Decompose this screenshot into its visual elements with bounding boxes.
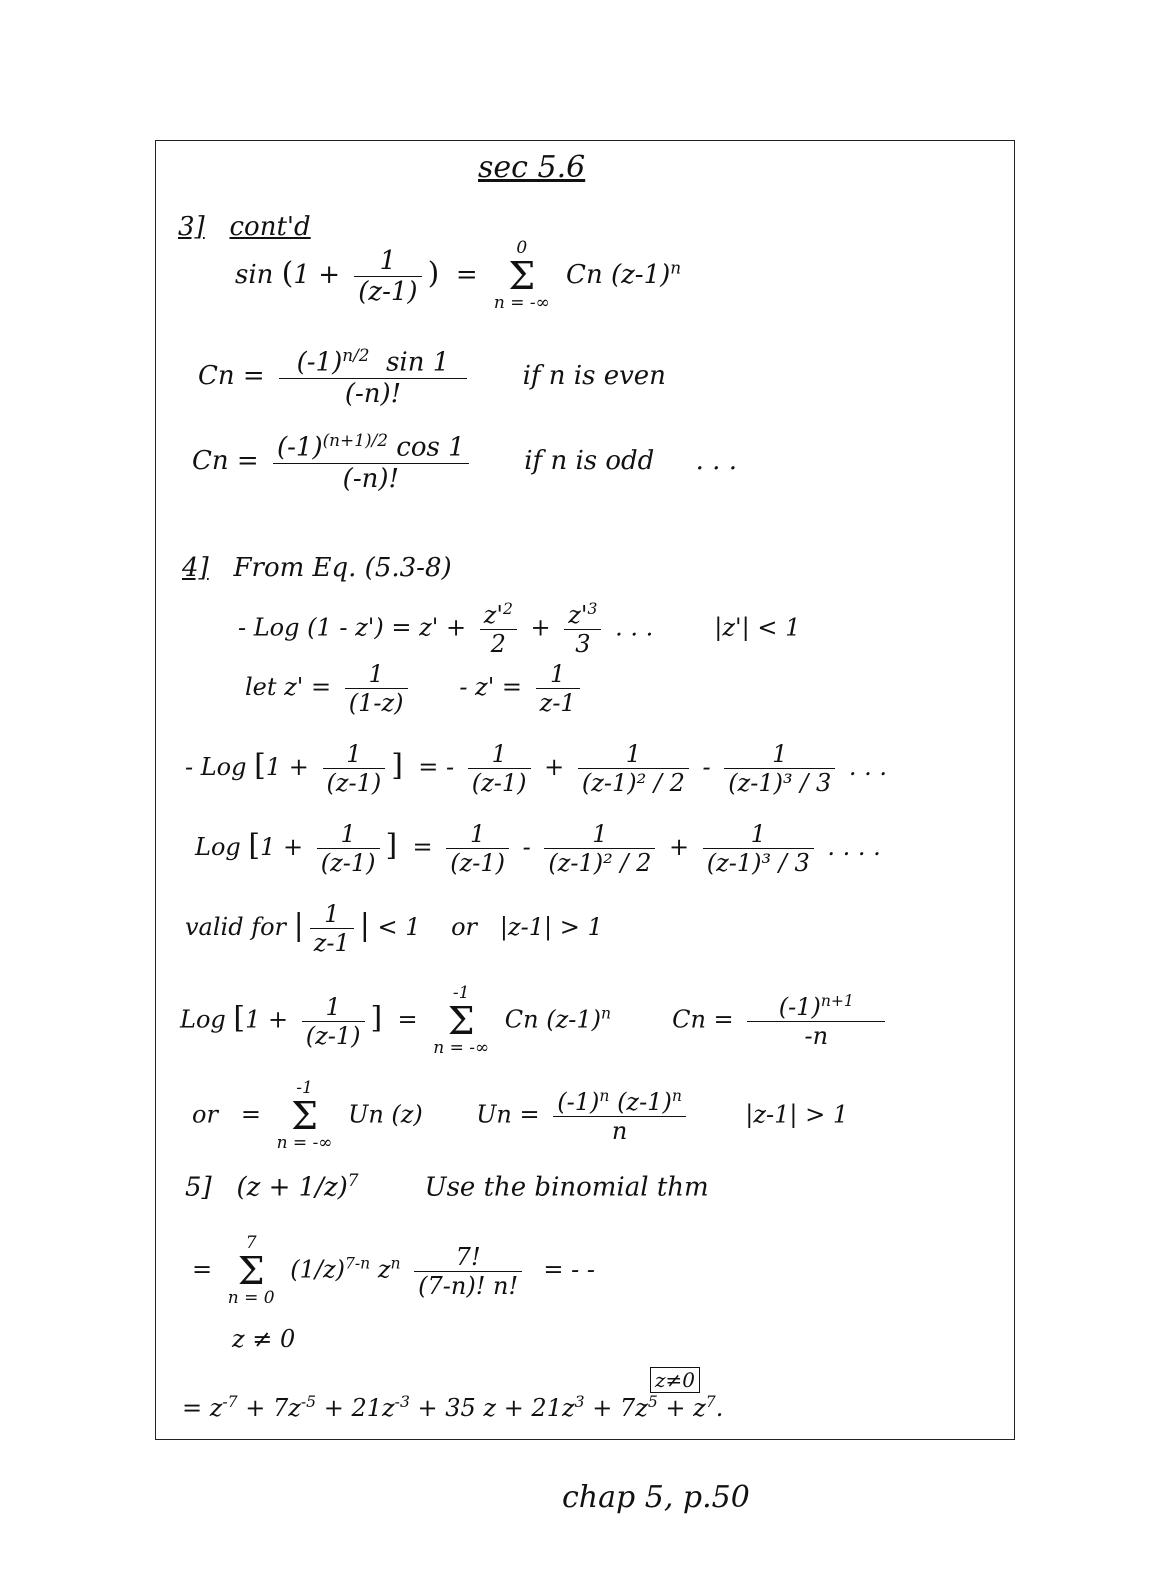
condition-even: if n is even	[522, 360, 666, 391]
condition-z-nonzero: z ≠ 0	[232, 1325, 296, 1353]
fraction: $\frac{1}{(z-1)}$	[302, 993, 365, 1050]
fraction: $\frac{1}{(1-z)}$	[345, 660, 408, 717]
fraction: $\frac{1}{(z-1)}$	[468, 740, 531, 797]
fraction: $\frac{1}{\text{(z-1)³ / 3}}$	[703, 820, 814, 877]
fraction: $\frac{7!}{(7-n)! n!}$	[414, 1243, 522, 1300]
summation: -1 Σ n = -∞	[433, 983, 490, 1058]
problem-number: 5]	[185, 1172, 212, 1203]
fraction: $\frac{(-1)^{(n+1)/2} \cos 1}{(-n)!}$	[273, 430, 469, 494]
fraction: $\frac{1}{(z-1)}$	[446, 820, 509, 877]
equation-log-sum: Log [1 + $\frac{1}{(z-1)}$ ] = -1 Σ n = -∞ Cn $(z-1)^n$ Cn = $\frac{(-1)^{n+1}}{-n}$	[180, 985, 891, 1057]
equation-neg-log: - Log [1 + $\frac{1}{(z-1)}$ ] = - $\frac{1}{(z-1)}$ + $\frac{1}{\text{(z-1)² / 2}}$ - $\frac{1}{\text{(z-1)³ / 3}}$ . . .	[185, 740, 888, 797]
equation-un-sum: or = -1 Σ n = -∞ Un (z) Un = $\frac{(-1)^n (z-1)^n}{n}$ |z-1| > 1	[192, 1078, 849, 1153]
equation-log-series: - Log (1 - z') = z' + $\frac{z'^2}{2}$ + $\frac{z'^3}{3}$ . . . |z'| < 1	[238, 600, 801, 658]
fraction: $\frac{1}{z-1}$	[536, 660, 580, 717]
equation-cn-odd: Cn = $\frac{(-1)^{(n+1)/2} \cos 1}{(-n)!}$ if n is odd . . .	[192, 430, 737, 494]
fraction: $\frac{(-1)^n (z-1)^n}{n}$	[553, 1087, 686, 1145]
equation-let: let z' = $\frac{1}{(1-z)}$ - z' = $\frac{1}{z-1}$	[245, 660, 586, 717]
fraction: $\frac{1}{\text{(z-1)³ / 3}}$	[724, 740, 835, 797]
page-footer: chap 5, p.50	[562, 1480, 750, 1515]
problem-number: 3]	[178, 212, 205, 242]
problem-4-header: 4] From Eq. (5.3-8)	[182, 553, 452, 583]
fraction: $\frac{(-1)^{n+1}}{-n}$	[747, 992, 885, 1050]
fraction: $\frac{1}{\text{(z-1)² / 2}}$	[544, 820, 655, 877]
problem-number: 4]	[182, 553, 209, 583]
problem-3-header	[178, 212, 311, 242]
problem-5-header: 5] $(z + 1/z)^7$ Use the binomial thm	[185, 1170, 709, 1203]
fraction: $\frac{z'^2}{2}$	[480, 600, 517, 658]
condition-odd: if n is odd	[524, 445, 655, 476]
summation: -1 Σ n = -∞	[276, 1078, 333, 1153]
equation-expansion-result: = $z^{-7} + 7z^{-5} + 21z^{-3} + 35$ $z + 21z^3 + 7z^5 + z^7$.	[182, 1393, 724, 1422]
fraction: $\frac{1}{\text{(z-1)² / 2}}$	[578, 740, 689, 797]
summation: 0 Σ n = -∞	[493, 238, 550, 313]
section-title: sec 5.6	[478, 150, 586, 185]
summation: 7 Σ n = 0	[227, 1233, 275, 1308]
fraction: $\frac{1}{(z-1)}$	[317, 820, 380, 877]
fraction: $\frac{1}{(z-1)}$	[323, 740, 386, 797]
fraction: $\frac{(-1)^{n/2} \sin 1}{(-n)!}$	[279, 345, 467, 409]
equation-valid-region: valid for | $\frac{1}{z-1}$ | < 1 or |z-1| > 1	[185, 900, 603, 957]
fraction: $\frac{z'^3}{3}$	[564, 600, 601, 658]
boxed-condition: z≠0	[650, 1368, 700, 1392]
equation-binomial-sum: = 7 Σ n = 0 $(1/z)^{7-n}$ $z^n$ $\frac{7!}{(7-n)! n!}$ = - -	[192, 1233, 595, 1308]
fraction: $\frac{1}{(z-1)}$	[354, 246, 421, 307]
equation-log: Log [1 + $\frac{1}{(z-1)}$ ] = $\frac{1}{(z-1)}$ - $\frac{1}{\text{(z-1)² / 2}}$ + $\frac{1}{\text{(z-1)³ / 3}}$ . . . .	[195, 820, 881, 877]
contd-label: cont'd	[229, 212, 311, 242]
fraction: $\frac{1}{z-1}$	[310, 900, 354, 957]
equation-sin-series: sin (1 + $\frac{1}{(z-1)}$ ) = 0 Σ n = -∞ Cn $(z-1)^n$	[235, 238, 682, 313]
equation-cn-even: Cn = $\frac{(-1)^{n/2} \sin 1}{(-n)!}$ if n is even	[198, 345, 666, 409]
